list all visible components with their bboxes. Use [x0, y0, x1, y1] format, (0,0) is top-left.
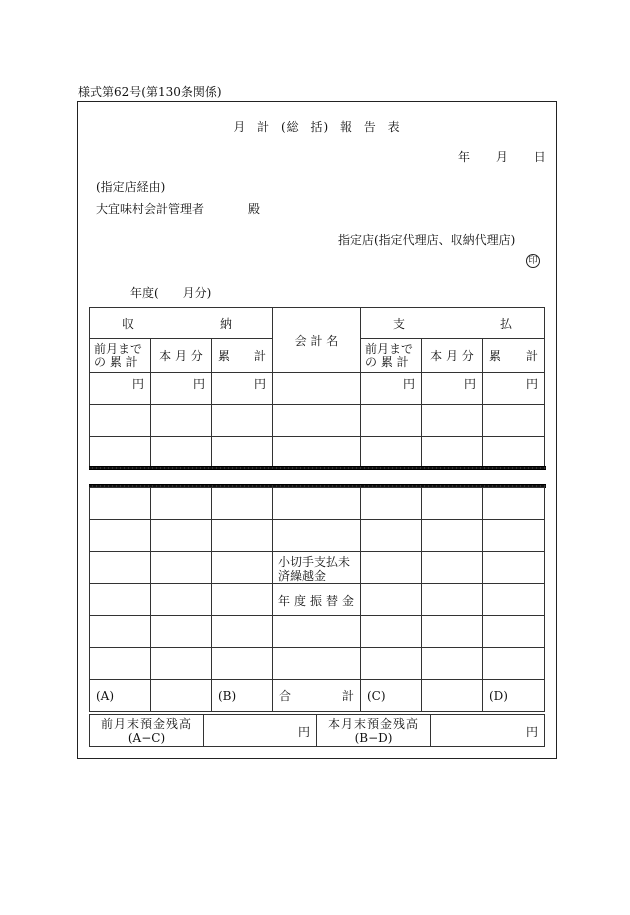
table-cell[interactable] — [212, 616, 273, 648]
table-cell[interactable] — [483, 437, 545, 469]
prev-balance-amount[interactable]: 円 — [204, 715, 317, 747]
table-cell[interactable] — [483, 616, 545, 648]
yen-unit: 円 — [90, 373, 151, 405]
total-label-right: 計 — [341, 689, 354, 703]
total-label — [273, 680, 361, 712]
unpaid-checks-label-line2: 済繰越金 — [278, 569, 327, 583]
table-cell[interactable] — [273, 437, 361, 469]
report-table-upper — [89, 307, 545, 469]
table-cell[interactable] — [212, 437, 273, 469]
table-cell[interactable] — [151, 405, 212, 437]
label-d: (D) — [483, 680, 545, 712]
prev-balance-label — [90, 715, 204, 747]
receipts-header-left: 収 — [122, 316, 135, 331]
table-cell[interactable] — [151, 616, 212, 648]
table-cell[interactable] — [361, 405, 422, 437]
this-balance-amount[interactable]: 円 — [431, 715, 545, 747]
table-cell[interactable] — [212, 648, 273, 680]
table-row — [90, 520, 545, 552]
table-cell[interactable] — [422, 680, 483, 712]
honorific: 殿 — [248, 202, 261, 216]
table-cell[interactable] — [90, 437, 151, 469]
unpaid-checks-label — [273, 552, 361, 584]
table-row — [90, 488, 545, 520]
table-cell[interactable] — [212, 488, 273, 520]
break-line-top — [89, 466, 546, 470]
addressee: 大宜味村会計管理者 — [96, 202, 205, 216]
table-row — [90, 373, 545, 405]
table-cell[interactable] — [361, 552, 422, 584]
unpaid-checks-label-line1: 小切手支払未 — [278, 555, 351, 569]
agent-line: 指定店(指定代理店、収納代理店) — [338, 233, 516, 247]
table-cell[interactable] — [212, 584, 273, 616]
table-cell[interactable] — [90, 648, 151, 680]
table-cell[interactable] — [483, 584, 545, 616]
table-cell[interactable] — [151, 520, 212, 552]
table-cell[interactable] — [212, 405, 273, 437]
yen-unit: 円 — [361, 373, 422, 405]
yen-unit: 円 — [422, 373, 483, 405]
prev-cum-header — [90, 339, 151, 373]
table-cell[interactable] — [361, 488, 422, 520]
table-cell[interactable] — [90, 520, 151, 552]
prev-cum-header-line2: の 累 計 — [365, 354, 409, 369]
report-table-lower — [89, 487, 545, 712]
date-year-label: 年 — [458, 150, 471, 164]
label-c: (C) — [361, 680, 422, 712]
prev-balance-label-line1: 前月末預金残高 — [100, 716, 192, 731]
table-cell[interactable] — [361, 616, 422, 648]
payments-header — [361, 308, 545, 339]
table-cell[interactable] — [422, 584, 483, 616]
fiscal-year-line: 年度( 月分) — [130, 286, 212, 300]
table-cell[interactable] — [273, 648, 361, 680]
table-row — [90, 584, 545, 616]
cumulative-header-right: 計 — [253, 349, 266, 363]
table-cell[interactable] — [273, 373, 361, 405]
table-cell[interactable] — [361, 648, 422, 680]
cumulative-header — [212, 339, 273, 373]
table-cell[interactable] — [90, 616, 151, 648]
balance-table — [89, 714, 545, 747]
table-cell[interactable] — [422, 648, 483, 680]
this-balance-label-line2: (B−D) — [354, 730, 393, 745]
total-label-left: 合 — [279, 689, 292, 703]
table-cell[interactable] — [422, 616, 483, 648]
table-cell[interactable] — [422, 488, 483, 520]
table-row — [90, 437, 545, 469]
table-cell[interactable] — [483, 488, 545, 520]
date-day-label: 日 — [533, 150, 546, 164]
table-cell[interactable] — [151, 488, 212, 520]
total-row — [90, 680, 545, 712]
table-cell[interactable] — [151, 552, 212, 584]
table-cell[interactable] — [90, 584, 151, 616]
payments-header-right: 払 — [500, 316, 513, 331]
account-name-header: 会 計 名 — [273, 308, 361, 373]
prev-cum-header — [361, 339, 422, 373]
label-b: (B) — [212, 680, 273, 712]
table-cell[interactable] — [361, 437, 422, 469]
table-cell[interactable] — [90, 552, 151, 584]
this-month-header: 本 月 分 — [151, 339, 212, 373]
table-cell[interactable] — [151, 648, 212, 680]
this-month-header: 本 月 分 — [422, 339, 483, 373]
yen-unit: 円 — [212, 373, 273, 405]
form-number-label: 様式第62号(第130条関係) — [78, 85, 222, 99]
table-cell[interactable] — [151, 584, 212, 616]
table-cell[interactable] — [361, 520, 422, 552]
seal-mark: 印 — [526, 254, 540, 268]
payments-header-left: 支 — [393, 316, 406, 331]
table-row — [90, 616, 545, 648]
table-cell[interactable] — [483, 648, 545, 680]
receipts-header — [90, 308, 273, 339]
via-label: (指定店経由) — [96, 180, 166, 194]
prev-balance-label-line2: (A−C) — [127, 730, 166, 745]
label-a: (A) — [90, 680, 151, 712]
table-cell[interactable] — [273, 405, 361, 437]
prev-cum-header-line1: 前月まで — [365, 341, 414, 356]
yen-unit: 円 — [483, 373, 545, 405]
form-title: 月 計 (総 括) 報 告 表 — [233, 120, 401, 134]
cumulative-header-left: 累 — [489, 349, 502, 363]
prev-cum-header-line2: の 累 計 — [94, 354, 138, 369]
cumulative-header — [483, 339, 545, 373]
yen-unit: 円 — [151, 373, 212, 405]
date-month-label: 月 — [495, 150, 508, 164]
table-cell[interactable] — [151, 437, 212, 469]
this-balance-label — [317, 715, 431, 747]
prev-cum-header-line1: 前月まで — [94, 341, 143, 356]
table-cell[interactable] — [422, 520, 483, 552]
table-cell[interactable] — [422, 437, 483, 469]
table-cell[interactable] — [273, 488, 361, 520]
this-balance-label-line1: 本月末預金残高 — [327, 716, 419, 731]
cumulative-header-left: 累 — [218, 349, 231, 363]
table-cell[interactable] — [422, 552, 483, 584]
table-row — [90, 648, 545, 680]
cumulative-header-right: 計 — [526, 349, 539, 363]
table-cell[interactable] — [212, 520, 273, 552]
fy-transfer-label: 年度振替金 — [273, 584, 361, 616]
table-cell[interactable] — [90, 488, 151, 520]
table-cell[interactable] — [90, 405, 151, 437]
table-cell[interactable] — [361, 584, 422, 616]
receipts-header-right: 納 — [219, 316, 232, 331]
table-cell[interactable] — [273, 616, 361, 648]
table-cell[interactable] — [422, 405, 483, 437]
table-cell[interactable] — [483, 405, 545, 437]
table-cell[interactable] — [151, 680, 212, 712]
table-cell[interactable] — [212, 552, 273, 584]
table-cell[interactable] — [483, 520, 545, 552]
table-row — [90, 552, 545, 584]
table-cell[interactable] — [273, 520, 361, 552]
table-row — [90, 405, 545, 437]
date-line — [458, 151, 546, 163]
table-cell[interactable] — [483, 552, 545, 584]
